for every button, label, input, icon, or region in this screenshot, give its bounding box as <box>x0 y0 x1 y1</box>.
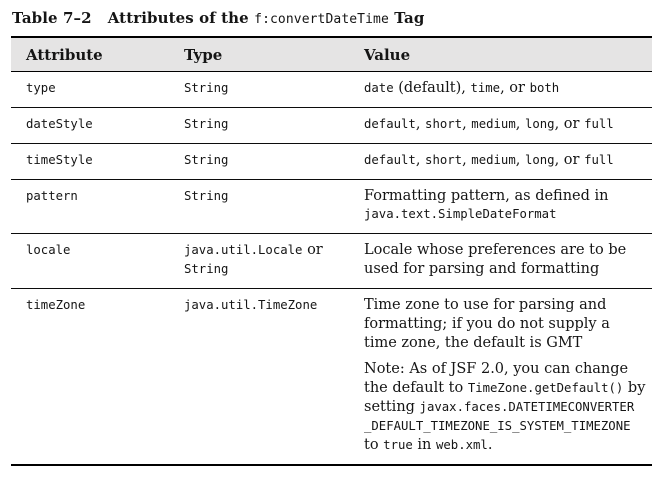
body-text: Attributes of the <box>107 9 255 27</box>
code-text: time <box>470 81 501 95</box>
table-row <box>11 179 652 234</box>
attribute-cell <box>11 179 184 234</box>
code-text: medium <box>471 152 516 167</box>
code-text: full <box>584 116 614 131</box>
body-text: . <box>487 436 493 453</box>
attribute-name: locale <box>26 243 71 258</box>
value-paragraph <box>364 151 646 170</box>
table-number: Table 7–2 <box>12 9 92 27</box>
attribute-name: timeStyle <box>26 152 93 167</box>
body-text: to <box>364 436 384 453</box>
value-paragraph <box>364 241 646 279</box>
code-text: String <box>184 152 229 167</box>
header-attribute: Attribute <box>11 37 184 72</box>
value-paragraph <box>364 360 646 454</box>
code-text: date <box>364 81 394 95</box>
code-text: medium <box>471 116 516 131</box>
body-text: , <box>462 151 472 168</box>
code-text: both <box>529 81 560 95</box>
code-text: long <box>524 152 555 167</box>
attribute-cell <box>11 72 184 108</box>
code-text: javax.faces.DATETIMECONVERTER <box>419 400 635 415</box>
type-cell <box>184 107 364 143</box>
body-text: in <box>412 436 436 453</box>
value-cell <box>364 143 652 179</box>
code-text: java.util.TimeZone <box>184 297 318 312</box>
type-cell <box>184 288 364 464</box>
code-text: true <box>383 437 413 452</box>
type-cell <box>184 234 364 289</box>
code-text: default <box>364 152 416 167</box>
body-text: Note: As of JSF 2.0, you can change the default to <box>364 361 629 397</box>
table-caption <box>11 6 652 36</box>
table-row <box>11 107 652 143</box>
attribute-cell <box>11 288 184 464</box>
code-text: java.util.Locale <box>184 243 303 258</box>
attribute-name: dateStyle <box>26 116 93 131</box>
code-text: String <box>184 262 229 277</box>
code-text: String <box>184 188 229 203</box>
body-text: by setting <box>364 380 646 416</box>
type-cell <box>184 72 364 108</box>
value-paragraph <box>364 79 646 98</box>
header-type: Type <box>184 37 364 72</box>
header-value: Value <box>364 37 652 72</box>
body-text: , or <box>554 151 585 168</box>
attribute-name: timeZone <box>26 297 86 312</box>
code-text: _DEFAULT_TIMEZONE_IS_SYSTEM_TIMEZONE <box>364 418 631 433</box>
body-text: Time zone to use for parsing and formatting; if you do not supply a time zone, the default is GMT <box>364 296 610 351</box>
attribute-cell <box>11 143 184 179</box>
body-text: or <box>302 242 323 259</box>
code-text: TimeZone.getDefault() <box>467 381 624 396</box>
value-cell <box>364 234 652 289</box>
table-caption-text <box>108 9 425 27</box>
body-text: , <box>415 151 426 168</box>
body-text: , or <box>500 80 530 96</box>
type-cell <box>184 143 364 179</box>
body-text: Tag <box>388 9 425 27</box>
body-text: , <box>415 115 426 132</box>
table-row <box>11 288 652 464</box>
body-text: Formatting pattern, as defined in <box>364 187 609 204</box>
body-text: , <box>515 115 525 132</box>
code-text: full <box>584 152 614 167</box>
value-cell <box>364 179 652 234</box>
header-row <box>11 37 652 72</box>
code-text: String <box>184 116 229 131</box>
code-text: short <box>425 116 463 131</box>
body-text: , <box>462 115 472 132</box>
code-text: default <box>364 116 416 131</box>
attribute-name: pattern <box>26 188 78 203</box>
code-text: String <box>184 81 229 95</box>
value-paragraph <box>364 115 646 134</box>
body-text: , or <box>554 115 585 132</box>
body-text: Locale whose preferences are to be used for parsing and formatting <box>364 242 627 278</box>
type-cell <box>184 179 364 234</box>
code-text: web.xml <box>436 437 488 452</box>
attribute-cell <box>11 234 184 289</box>
value-cell <box>364 72 652 108</box>
attributes-table <box>11 36 652 466</box>
attribute-name: type <box>26 81 56 95</box>
table-row <box>11 72 652 108</box>
value-paragraph <box>364 296 646 353</box>
table-row <box>11 234 652 289</box>
code-text: java.text.SimpleDateFormat <box>364 207 557 222</box>
value-cell <box>364 107 652 143</box>
table-row <box>11 143 652 179</box>
code-text: short <box>425 152 463 167</box>
code-text: long <box>524 116 555 131</box>
attribute-cell <box>11 107 184 143</box>
body-text: , <box>515 151 525 168</box>
value-cell <box>364 288 652 464</box>
value-paragraph <box>364 187 646 225</box>
code-text: f:convertDateTime <box>254 12 389 27</box>
body-text: (default), <box>393 80 471 96</box>
